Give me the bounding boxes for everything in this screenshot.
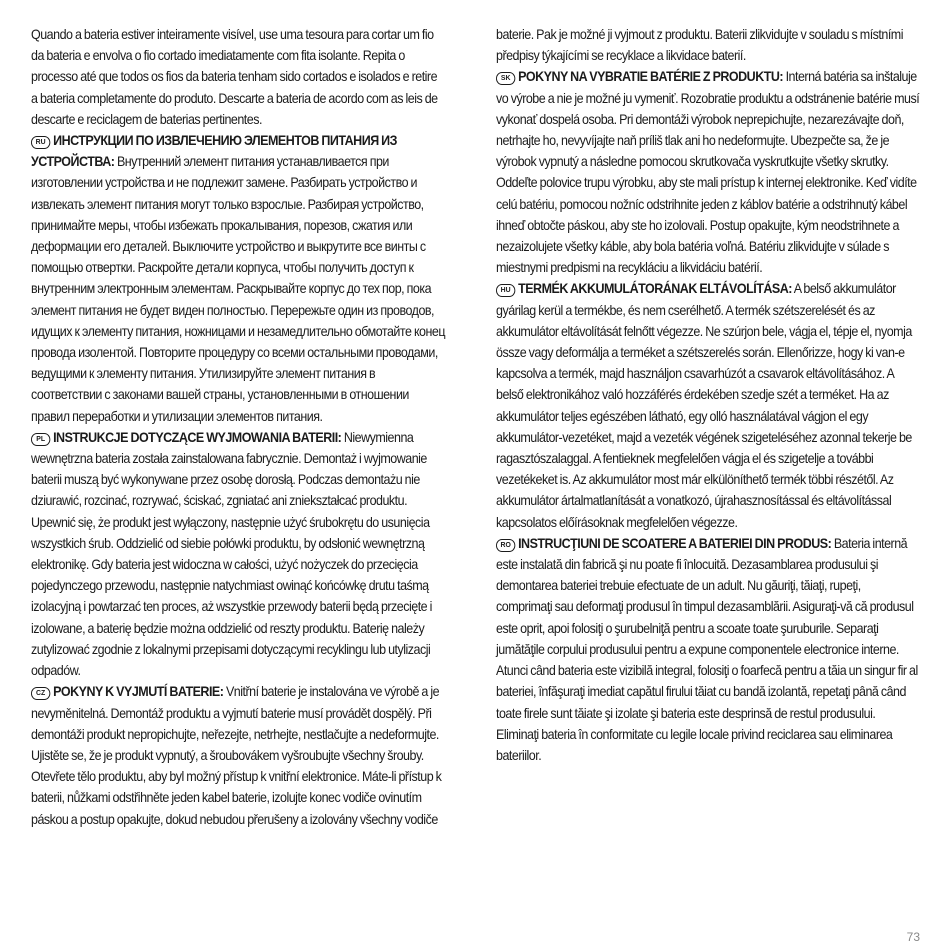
section-body-cz: Vnitřní baterie je instalována ve výrobě a je nevyměnitelná. Demontáž produktu a vyjmutí baterie musí provádět dospělý. Při demontáži produkt nepropichujte, neřezejte, netrhejte, nestlačujte a nedeformujte. Ujistěte se, že je produkt vypnutý, a šroubovákem vyšroubujte všechny šrouby. Otevřete tělo produktu, aby byl možný přístup k vnitřní elektronice. Máte-li přístup k baterii, nůžkami odstřihněte jeden kabel baterie, izolujte konec vodiče ovinutím páskou a postup opakujte, dokud nebudou přerušeny a izolovány všechny vodiče [31, 684, 442, 827]
section-heading-ru: ИНСТРУКЦИИ ПО ИЗВЛЕЧЕНИЮ ЭЛЕМЕНТОВ ПИТАНИЯ ИЗ УСТРОЙСТВА: [31, 133, 398, 170]
section-body-ro: Bateria internă este instalată din fabrică şi nu poate fi înlocuită. Dezasamblarea produsului şi demontarea bateriei trebuie efectuate de un adult. Nu găuriţi, tăiaţi, rupeţi, comprimaţi sau deformaţi produsul în timpul dezasamblării. Asiguraţi-vă că produsul este oprit, apoi folosiţi o şurubelniţă pentru a scoate toate şuruburile. Separaţi jumătăţile corpului produsului pentru a expune componentele electronice interne. Atunci când bateria este vizibilă integral, folosiţi o foarfecă pentru a tăia un singur fir al bateriei, înfăşuraţi imediat capătul firului tăiat cu bandă izolantă, repetaţi până când toate firele sunt tăiate şi izolate şi bateria este desprinsă de restul produsului. Eliminaţi bateria în conformitate cu legile locale privind reciclarea sau eliminarea bateriilor. [496, 535, 918, 763]
section-body-pl: Niewymienna wewnętrzna bateria została zainstalowana fabrycznie. Demontaż i wyjmowanie baterii muszą być wykonywane przez osobę dorosłą. Podczas demontażu nie dziurawić, rozcinać, rozrywać, ściskać, zgniatać ani zniekształcać produktu. Upewnić się, że produkt jest wyłączony, następnie użyć śrubokrętu do usunięcia wszystkich śrub. Oddzielić od siebie połówki produktu, by odsłonić wewnętrzną elektronikę. Gdy bateria jest widoczna w całości, użyć nożyczek do przecięcia pojedynczego przewodu, następnie natychmiast owinąć końcówkę drutu taśmą izolacyjną i powtarzać ten proces, aż wszystkie przewody baterii będą przecięte i izolowane, a baterię będzie można oddzielić od reszty produktu. Baterię należy zutylizować zgodnie z lokalnymi przepisami dotyczącymi recyklingu lub utylizacji odpadów. [31, 429, 432, 679]
language-badge-pl: PL [31, 433, 50, 446]
right-column [496, 24, 919, 766]
section-cz [31, 681, 445, 829]
section-heading-sk: POKYNY NA VYBRATIE BATÉRIE Z PRODUKTU: [518, 69, 784, 85]
section-ru [31, 130, 445, 427]
section-heading-pl: INSTRUKCJE DOTYCZĄCE WYJMOWANIA BATERII: [53, 429, 342, 445]
section-body-hu: A belső akkumulátor gyárilag kerül a termékbe, és nem cserélhető. A termék szétszerelését és az akkumulátor eltávolítását felnőtt végezze. Ne szúrjon bele, vágja el, tépje el, nyomja össze vagy deformálja a terméket a szétszerelés során. Ellenőrizze, hogy ki van-e kapcsolva a termék, majd használjon csavarhúzót a csavarok eltávolításához. A belső elektronikához való hozzáférés érdekében szedje szét a terméket. Ha az akkumulátor teljes egészében látható, egy olló használatával vágjon el egy akkumulátor-vezetéket, majd a vezeték végének szigeteléséhez azonnal tekerje be ragasztószalaggal. A fentieknek megfelelően vágja el és szigetelje a további vezetékeket is. Az akkumulátor most már elkülöníthető termék többi részétől. Az akkumulátor ártalmatlanítását a vonatkozó, újrahasznosítással és eltávolítással kapcsolatos előírásoknak megfelelően végezze. [496, 281, 912, 530]
language-badge-sk: SK [496, 72, 515, 85]
section-ro [496, 533, 919, 766]
language-badge-ro: RO [496, 539, 515, 552]
section-heading-hu: TERMÉK AKKUMULÁTORÁNAK ELTÁVOLÍTÁSA: [518, 281, 792, 297]
page-number: 73 [906, 930, 920, 944]
section-pl [31, 427, 445, 681]
section-sk [496, 66, 919, 278]
section-body-ru: Внутренний элемент питания устанавливается при изготовлении устройства и не подлежит замене. Разбирать устройство и извлекать элемент питания могут только взрослые. Разбирая устройство, принимайте меры, чтобы избежать прокалывания, порезов, сжатия или деформации его деталей. Выключите устройство и выкрутите все винты с помощью отвертки. Раскройте детали корпуса, чтобы получить доступ к внутренним электронным элементам. Раскрывайте корпус до тех пор, пока элемент питания не будет виден полностью. Перережьте один из проводов, идущих к элементу питания, ножницами и незамедлительно обмотайте конец провода изолентой. Повторите процедуру со всеми остальными проводами, ведущими к элементу питания. Утилизируйте элемент питания в соответствии с законами вашей страны, установленными в отношении правил переработки и утилизации элементов питания. [31, 154, 446, 424]
section-heading-ro: INSTRUCŢIUNI DE SCOATERE A BATERIEI DIN PRODUS: [518, 535, 832, 551]
intro-paragraph-pt: Quando a bateria estiver inteiramente visível, use uma tesoura para cortar um fio da bateria e envolva o fio cortado imediatamente com fita isolante. Repita o processo até que todos os fios da bateria tenham sido cortados e isolados e retire a bateria completamente do produto. Descarte a bateria de acordo com as leis de descarte e reciclagem de baterias pertinentes. [31, 27, 438, 127]
section-cz-continued: baterie. Pak je možné ji vyjmout z produktu. Baterii zlikvidujte v souladu s místními předpisy týkajícími se recyklace a likvidace baterií. [496, 27, 903, 64]
language-badge-hu: HU [496, 284, 515, 297]
language-badge-cz: CZ [31, 687, 50, 700]
language-badge-ru: RU [31, 136, 50, 149]
section-heading-cz: POKYNY K VYJMUTÍ BATERIE: [53, 684, 224, 700]
left-column [31, 24, 445, 830]
section-body-sk: Interná batéria sa inštaluje vo výrobe a nie je možné ju vymeniť. Rozobratie produktu a odstránenie batérie musí vykonať dospelá osoba. Pri demontáži výrobok neprepichujte, nezarezávajte doň, netrhajte ho, nevyvíjajte naň príliš tlak ani ho nedeformujte. Ubezpečte sa, že je výrobok vypnutý a následne pomocou skrutkovača vyskrutkujte všetky skrutky. Oddeľte polovice trupu výrobku, aby ste mali prístup k internej elektronike. Keď vidíte celú batériu, pomocou nožníc odstrihnite jeden z káblov batérie a odstrihnutý kábel ihneď obtočte páskou, aby ste ho izolovali. Postup opakujte, kým neodstrihnete a nezaizolujete všetky káble, aby bola batéria voľná. Batériu zlikvidujte v súlade s miestnymi predpismi na recykláciu a likvidáciu batérií. [496, 69, 920, 276]
section-hu [496, 278, 919, 532]
